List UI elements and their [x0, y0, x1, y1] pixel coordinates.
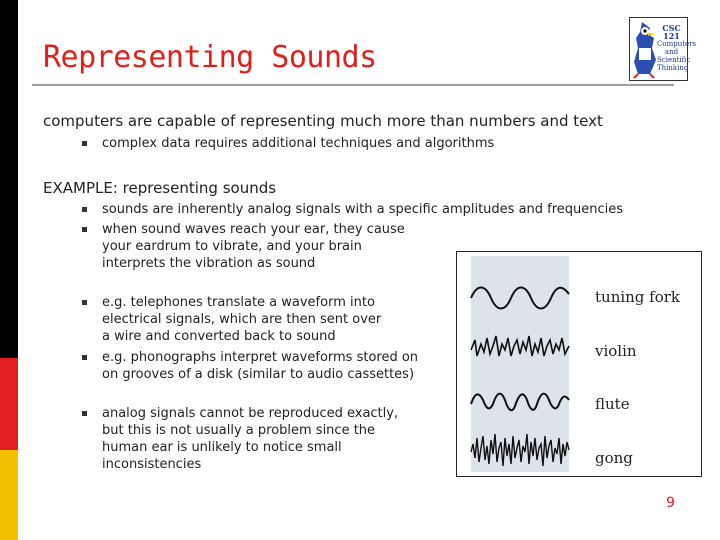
waveform-figure [456, 251, 702, 477]
flute-waveform [471, 394, 569, 411]
gong-label: gong [595, 449, 633, 467]
bullet-sounds-analog: sounds are inherently analog signals with a specific amplitudes and frequencies [102, 202, 624, 217]
bullet-analog-reproduction [102, 405, 398, 473]
violin-waveform [471, 336, 569, 356]
tuning-fork-label: tuning fork [595, 288, 681, 306]
bluejay-mascot-icon [630, 18, 660, 80]
violin-label: violin [595, 342, 637, 360]
logo-line: Computers [657, 40, 697, 48]
bullet-line: inconsistencies [102, 457, 202, 472]
main-point-2: EXAMPLE: representing sounds [43, 179, 277, 197]
bullet-icon [82, 300, 87, 305]
bullet-line: e.g. telephones translate a waveform into [102, 295, 375, 310]
bullet-icon [82, 411, 87, 416]
bullet-line: your eardrum to vibrate, and your brain [102, 239, 362, 254]
bullet-phonographs [102, 349, 418, 383]
flute-label: flute [595, 395, 630, 413]
bullet-line: interprets the vibration as sound [102, 256, 316, 271]
side-stripe-black [0, 0, 18, 358]
logo-line: and [664, 48, 679, 56]
course-logo [629, 17, 697, 81]
bullet-line: when sound waves reach your ear, they cause [102, 222, 405, 237]
bullet-icon [82, 227, 87, 232]
tuning-fork-waveform [471, 288, 569, 309]
bullet-line: human ear is unlikely to notice small [102, 440, 342, 455]
side-stripe-red [0, 358, 18, 450]
waveform-drawing [457, 252, 701, 476]
bullet-icon [82, 141, 87, 146]
logo-course-code: CSC 121 [662, 23, 681, 41]
logo-line: Scientific [657, 56, 691, 64]
title-underline [32, 84, 674, 86]
logo-line: Thinking [657, 64, 689, 72]
bullet-icon [82, 355, 87, 360]
bullet-line: but this is not usually a problem since the [102, 423, 376, 438]
bullet-eardrum [102, 221, 405, 272]
sub-point-1: complex data requires additional techniques and algorithms [102, 136, 495, 151]
bullet-telephones [102, 294, 381, 345]
bullet-line: a wire and converted back to sound [102, 329, 336, 344]
bullet-line: e.g. phonographs interpret waveforms stored on [102, 350, 419, 365]
logo-text [657, 23, 697, 72]
bullet-line: on grooves of a disk (similar to audio cassettes) [102, 367, 415, 382]
gong-waveform [471, 434, 569, 466]
bullet-line: analog signals cannot be reproduced exactly, [102, 406, 399, 421]
main-point-1: computers are capable of representing much more than numbers and text [43, 112, 603, 130]
side-stripe-yellow [0, 450, 18, 540]
bullet-icon [82, 207, 87, 212]
bullet-line: electrical signals, which are then sent over [102, 312, 382, 327]
slide-title: Representing Sounds [43, 40, 377, 75]
page-number: 9 [666, 495, 675, 511]
